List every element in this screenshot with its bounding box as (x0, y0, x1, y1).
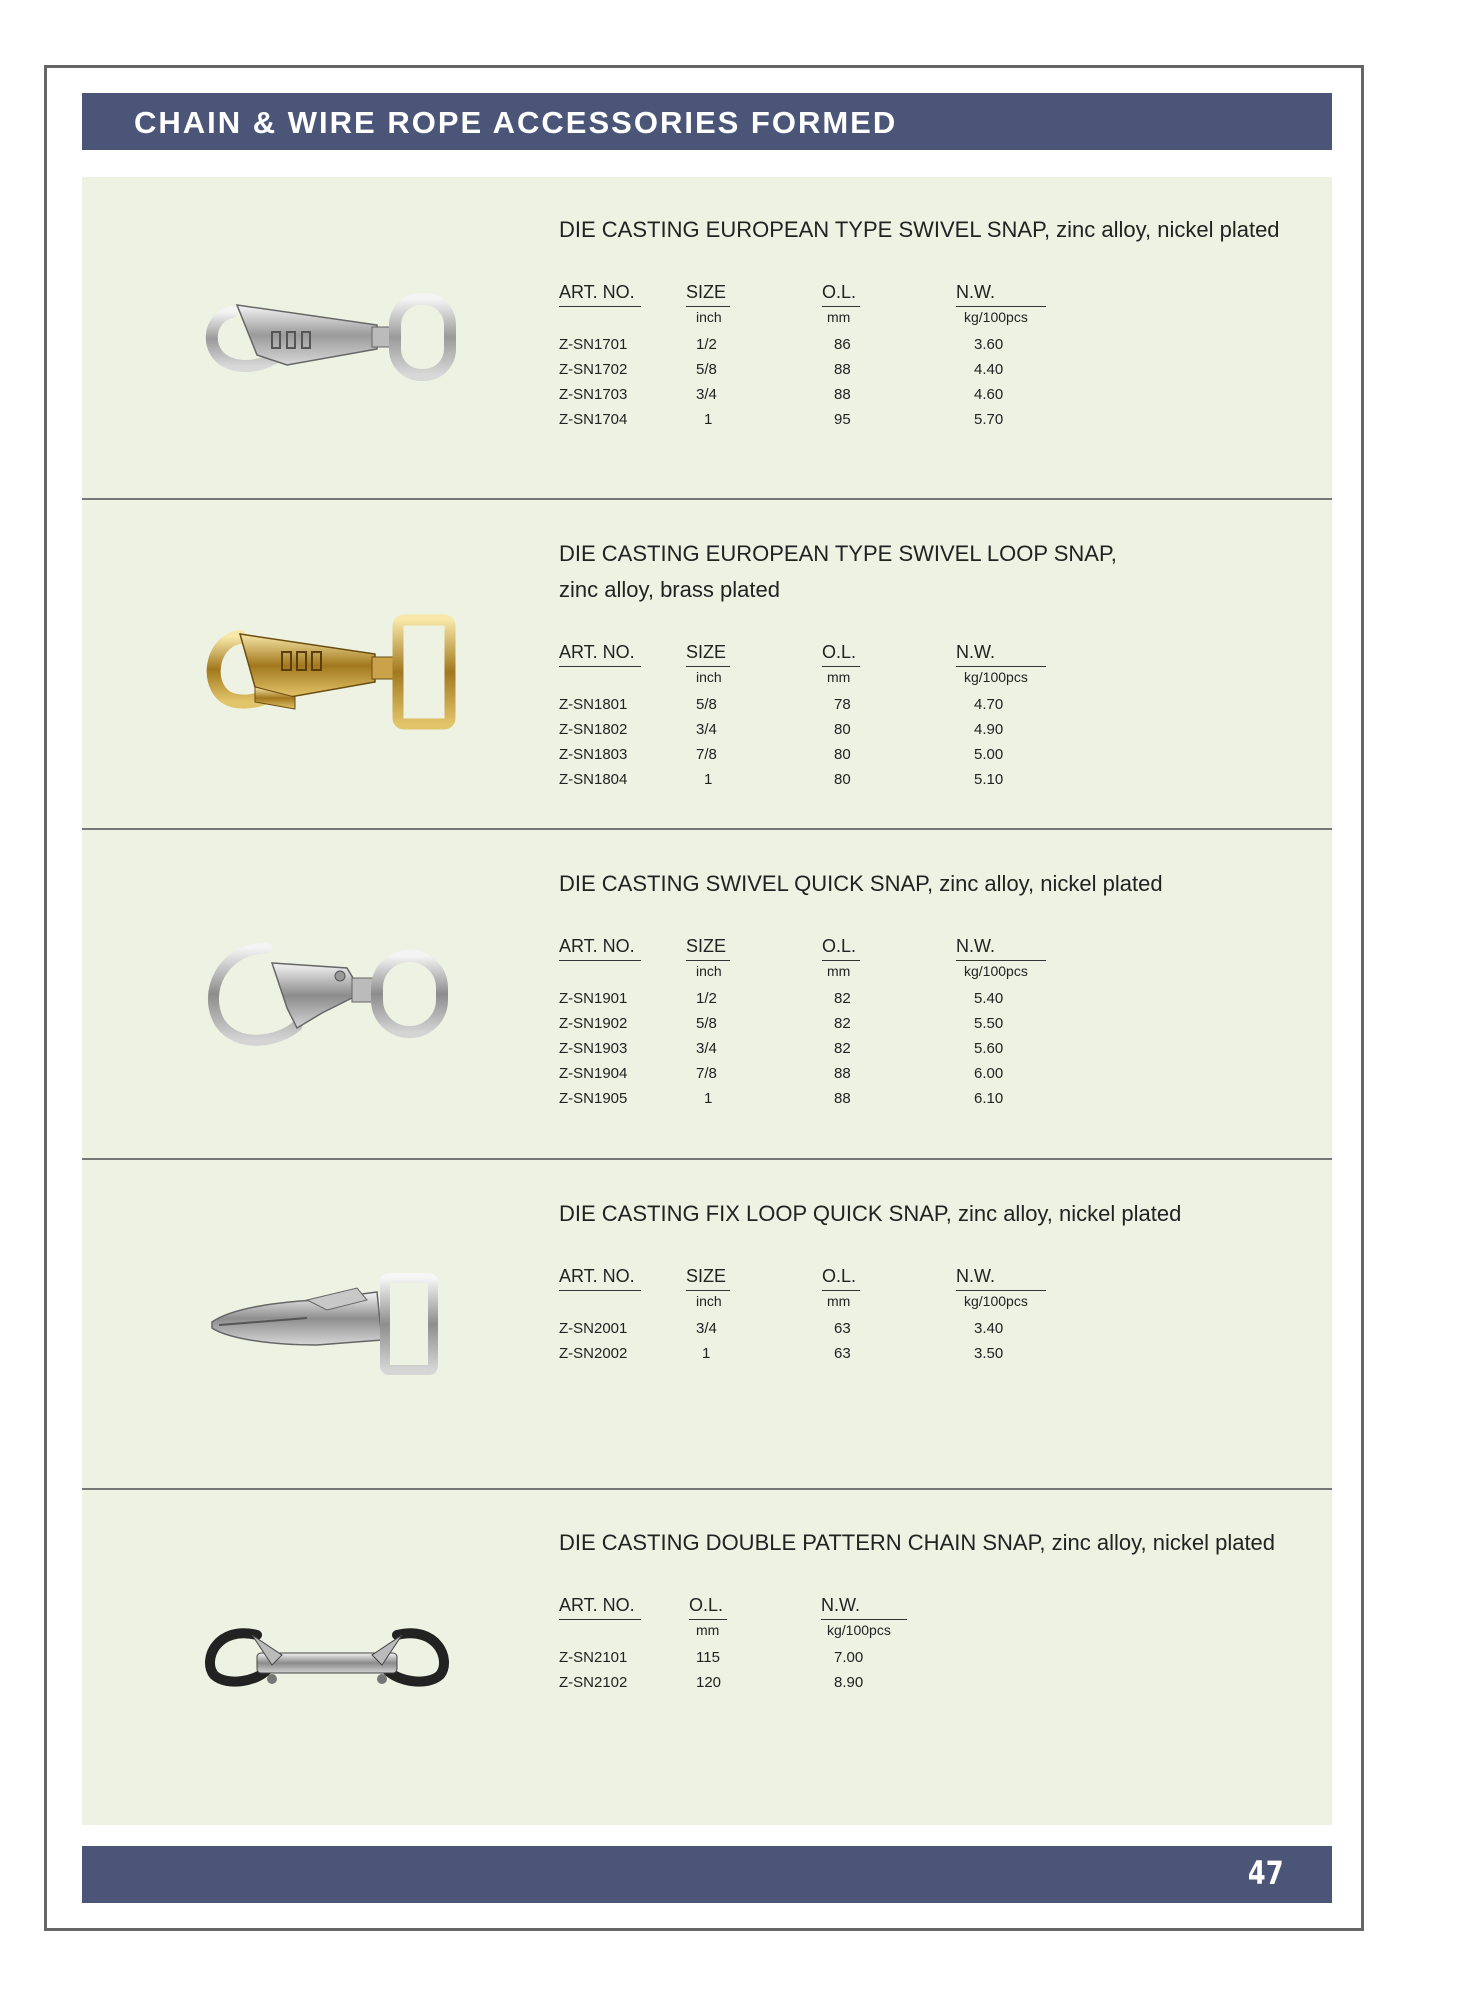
col-underline (956, 666, 1046, 667)
col-underline (559, 960, 641, 961)
col-underline (956, 306, 1046, 307)
table-cell: 7/8 (696, 746, 717, 763)
table-cell: 3.60 (974, 336, 1004, 353)
product-section-5 (82, 1490, 1332, 1825)
product-title: DIE CASTING EUROPEAN TYPE SWIVEL SNAP, zinc alloy, nickel plated (559, 217, 1280, 242)
table-cell: Z-SN1703 (559, 386, 628, 403)
content-panel (82, 177, 1332, 1825)
col-header-nw: N.W. (956, 642, 995, 662)
table-cell: Z-SN1701 (559, 336, 628, 353)
col-underline (689, 1619, 727, 1620)
table-cell: 5/8 (696, 696, 717, 713)
col-underline (686, 960, 730, 961)
table-cell: 80 (834, 771, 851, 788)
col-header-art-no: ART. NO. (559, 642, 635, 662)
col-header-ol: O.L. (689, 1595, 724, 1615)
table-cell: 1 (702, 1345, 711, 1362)
col-header-nw: N.W. (821, 1595, 860, 1615)
table-cell: Z-SN1904 (559, 1065, 628, 1082)
table-cell: 4.40 (974, 361, 1004, 378)
table-cell: 88 (834, 361, 851, 378)
col-header-size: SIZE (686, 642, 727, 662)
table-cell: 3/4 (696, 1320, 717, 1337)
table-cell: Z-SN2102 (559, 1674, 628, 1691)
table-cell: 5.70 (974, 411, 1004, 428)
table-cell: 5/8 (696, 361, 717, 378)
fix-loop-quick-snap-image (207, 1270, 457, 1380)
product-section-1 (82, 177, 1332, 500)
table-cell: 4.70 (974, 696, 1004, 713)
col-header-size: SIZE (686, 282, 727, 302)
table-cell: Z-SN2101 (559, 1649, 628, 1666)
col-unit-size: inch (696, 963, 722, 979)
table-cell: Z-SN2001 (559, 1320, 628, 1337)
table-cell: 1/2 (696, 336, 717, 353)
col-unit-size: inch (696, 669, 722, 685)
table-cell: 4.90 (974, 721, 1004, 738)
table-cell: 1 (704, 1090, 713, 1107)
page-number: 47 (1248, 1854, 1284, 1892)
col-header-nw: N.W. (956, 282, 995, 302)
table-cell: Z-SN1902 (559, 1015, 628, 1032)
table-cell: Z-SN1702 (559, 361, 628, 378)
col-underline (559, 1619, 641, 1620)
col-underline (956, 960, 1046, 961)
col-header-size: SIZE (686, 1266, 727, 1286)
col-unit-size: inch (696, 309, 722, 325)
table-cell: 95 (834, 411, 851, 428)
table-cell: 5.10 (974, 771, 1004, 788)
col-header-ol: O.L. (822, 1266, 857, 1286)
page-title: CHAIN & WIRE ROPE ACCESSORIES FORMED (134, 105, 898, 140)
table-cell: 63 (834, 1320, 851, 1337)
col-underline (686, 666, 730, 667)
table-cell: 3/4 (696, 721, 717, 738)
table-cell: 1/2 (696, 990, 717, 1007)
product-section-3 (82, 830, 1332, 1160)
col-unit-nw: kg/100pcs (964, 1293, 1028, 1309)
footer-bar (82, 1846, 1332, 1903)
col-underline (686, 1290, 730, 1291)
table-cell: 63 (834, 1345, 851, 1362)
table-cell: 7.00 (834, 1649, 864, 1666)
table-cell: Z-SN1704 (559, 411, 628, 428)
table-cell: 4.60 (974, 386, 1004, 403)
table-cell: 82 (834, 1040, 851, 1057)
col-unit-ol: mm (827, 1293, 851, 1309)
col-header-nw: N.W. (956, 1266, 995, 1286)
table-cell: 5/8 (696, 1015, 717, 1032)
table-cell: 5.50 (974, 1015, 1004, 1032)
product-title: DIE CASTING EUROPEAN TYPE SWIVEL LOOP SNAP, zinc alloy, brass plated (559, 541, 1117, 602)
col-header-size: SIZE (686, 936, 727, 956)
table-cell: Z-SN1803 (559, 746, 628, 763)
col-header-art-no: ART. NO. (559, 1595, 635, 1615)
col-unit-nw: kg/100pcs (964, 309, 1028, 325)
double-chain-snap-image (202, 1615, 452, 1705)
table-cell: 3.50 (974, 1345, 1004, 1362)
swivel-snap-nickel-image (197, 277, 457, 397)
product-section-2 (82, 500, 1332, 830)
table-cell: 6.10 (974, 1090, 1004, 1107)
table-cell: 3/4 (696, 1040, 717, 1057)
table-cell: 88 (834, 386, 851, 403)
table-cell: 115 (696, 1649, 720, 1666)
col-unit-ol: mm (827, 669, 851, 685)
col-header-nw: N.W. (956, 936, 995, 956)
table-cell: Z-SN1905 (559, 1090, 628, 1107)
table-cell: Z-SN1804 (559, 771, 628, 788)
col-unit-ol: mm (827, 963, 851, 979)
product-section-4 (82, 1160, 1332, 1490)
col-unit-nw: kg/100pcs (964, 963, 1028, 979)
table-cell: 80 (834, 721, 851, 738)
table-cell: 82 (834, 990, 851, 1007)
col-underline (821, 1619, 907, 1620)
swivel-quick-snap-image (202, 938, 452, 1058)
col-underline (559, 306, 641, 307)
col-unit-size: inch (696, 1293, 722, 1309)
col-header-ol: O.L. (822, 642, 857, 662)
table-cell: 88 (834, 1065, 851, 1082)
col-header-art-no: ART. NO. (559, 936, 635, 956)
table-cell: 80 (834, 746, 851, 763)
table-cell: 1 (704, 411, 713, 428)
table-cell: Z-SN1802 (559, 721, 628, 738)
col-unit-nw: kg/100pcs (827, 1622, 891, 1638)
col-header-art-no: ART. NO. (559, 282, 635, 302)
col-underline (559, 1290, 641, 1291)
col-underline (559, 666, 641, 667)
table-cell: 5.60 (974, 1040, 1004, 1057)
col-unit-ol: mm (696, 1622, 720, 1638)
table-cell: 3/4 (696, 386, 717, 403)
col-underline (822, 1290, 860, 1291)
table-cell: 6.00 (974, 1065, 1004, 1082)
product-title: DIE CASTING DOUBLE PATTERN CHAIN SNAP, zinc alloy, nickel plated (559, 1530, 1276, 1555)
header-bar (82, 93, 1332, 150)
table-cell: Z-SN1901 (559, 990, 628, 1007)
col-header-ol: O.L. (822, 936, 857, 956)
table-cell: Z-SN2002 (559, 1345, 628, 1362)
col-underline (822, 666, 860, 667)
table-cell: Z-SN1903 (559, 1040, 628, 1057)
col-underline (686, 306, 730, 307)
table-cell: 5.40 (974, 990, 1004, 1007)
product-title: DIE CASTING SWIVEL QUICK SNAP, zinc alloy, nickel plated (559, 871, 1163, 896)
table-cell: 5.00 (974, 746, 1004, 763)
product-title: DIE CASTING FIX LOOP QUICK SNAP, zinc alloy, nickel plated (559, 1201, 1182, 1226)
col-underline (822, 306, 860, 307)
table-cell: 82 (834, 1015, 851, 1032)
table-cell: 88 (834, 1090, 851, 1107)
col-header-ol: O.L. (822, 282, 857, 302)
table-cell: 7/8 (696, 1065, 717, 1082)
col-underline (822, 960, 860, 961)
table-cell: 86 (834, 336, 851, 353)
col-unit-ol: mm (827, 309, 851, 325)
table-cell: 8.90 (834, 1674, 864, 1691)
table-cell: 120 (696, 1674, 722, 1691)
table-cell: 1 (704, 771, 713, 788)
swivel-loop-snap-brass-image (200, 612, 460, 732)
col-header-art-no: ART. NO. (559, 1266, 635, 1286)
table-cell: 3.40 (974, 1320, 1004, 1337)
table-cell: Z-SN1801 (559, 696, 628, 713)
col-underline (956, 1290, 1046, 1291)
col-unit-nw: kg/100pcs (964, 669, 1028, 685)
table-cell: 78 (834, 696, 851, 713)
